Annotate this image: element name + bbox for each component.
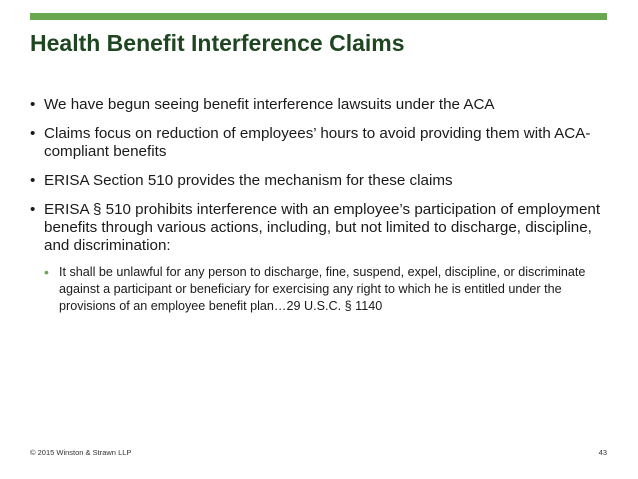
bullet-item <box>30 96 610 114</box>
bullet-text: We have begun seeing benefit interference lawsuits under the ACA <box>44 96 495 113</box>
bullet-dot-icon: • <box>30 172 36 189</box>
bullet-item <box>30 201 610 315</box>
bullet-text: ERISA § 510 prohibits interference with an employee’s participation of employment benefits through various actions, including, but not limited to discharge, discipline, and discrimination: <box>44 201 601 254</box>
bullet-text: Claims focus on reduction of employees’ hours to avoid providing them with ACA-compliant benefits <box>44 125 591 160</box>
bullet-dot-icon: • <box>30 96 36 113</box>
sub-bullet-list <box>44 264 610 315</box>
top-accent-bar <box>30 13 607 20</box>
bullet-list <box>30 96 610 326</box>
slide-title: Health Benefit Interference Claims <box>30 30 405 56</box>
bullet-dot-icon: • <box>30 201 36 218</box>
bullet-dot-icon: • <box>30 125 36 142</box>
sub-bullet-item <box>44 264 610 315</box>
sub-bullet-text: It shall be unlawful for any person to discharge, fine, suspend, expel, discipline, or discriminate against a participant or beneficiary for exercising any right to which he is entitled under the provisions of an employee benefit plan…29 U.S.C. § 1140 <box>59 265 586 313</box>
bullet-item <box>30 172 610 190</box>
page-number: 43 <box>598 448 607 457</box>
bullet-item <box>30 125 610 161</box>
bullet-text: ERISA Section 510 provides the mechanism for these claims <box>44 172 453 189</box>
footer-copyright: © 2015 Winston & Strawn LLP <box>30 448 132 457</box>
sub-bullet-dot-icon: • <box>44 264 49 280</box>
